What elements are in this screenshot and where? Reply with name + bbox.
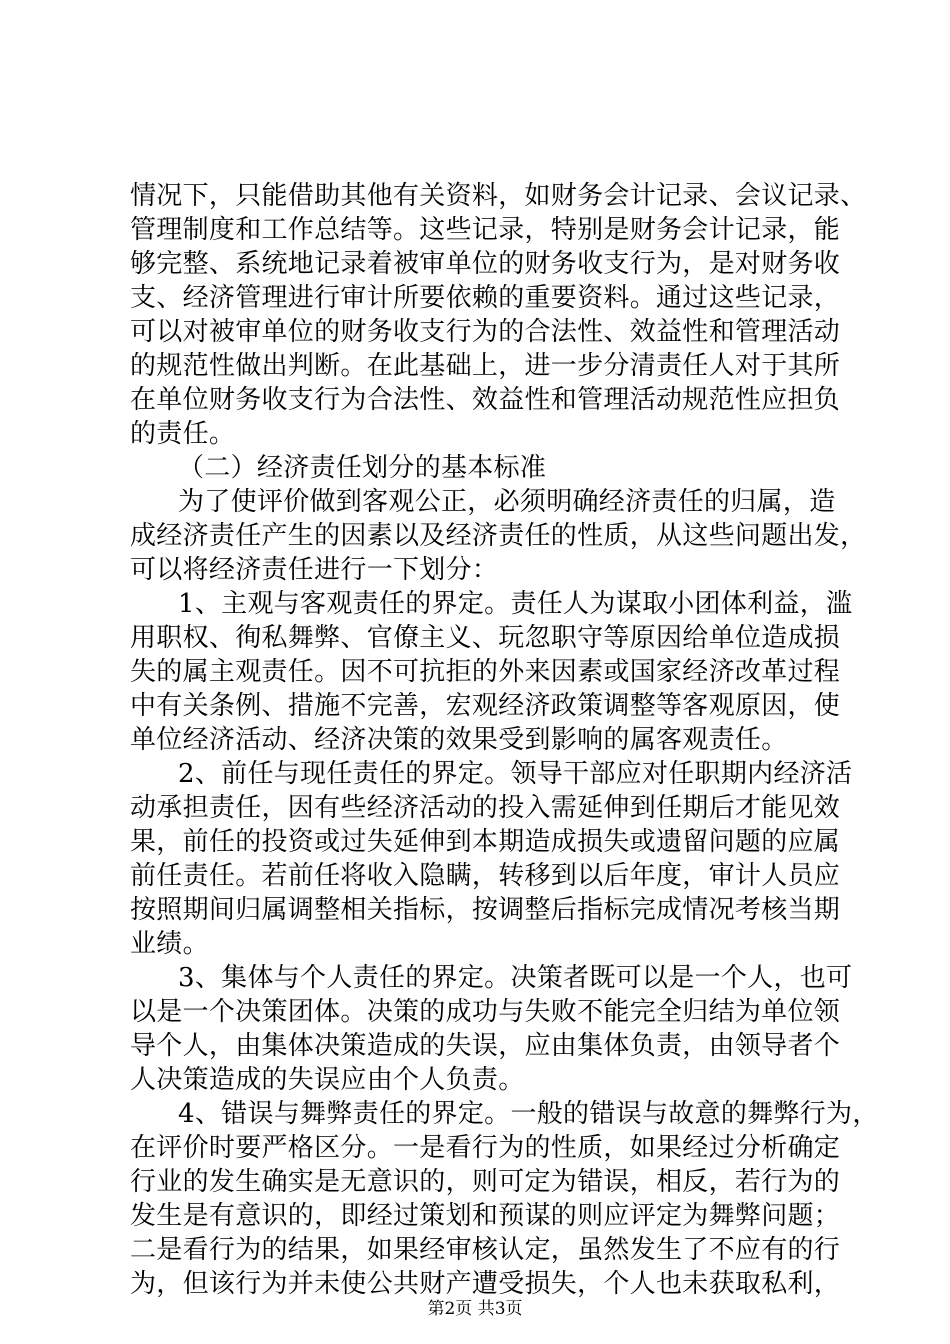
paragraph-line: 行业的发生确实是无意识的，则可定为错误，相反，若行为的	[130, 1167, 841, 1197]
paragraph-line: 果，前任的投资或过失延伸到本期造成损失或遗留问题的应属	[130, 827, 841, 857]
paragraph-line: 二是看行为的结果，如果经审核认定，虽然发生了不应有的行	[130, 1235, 841, 1265]
paragraph-line: 情况下，只能借助其他有关资料，如财务会计记录、会议记录、	[130, 181, 867, 211]
paragraph-line: 业绩。	[130, 929, 209, 959]
paragraph-line: 可以对被审单位的财务收支行为的合法性、效益性和管理活动	[130, 317, 841, 347]
paragraph-line: 失的属主观责任。因不可抗拒的外来因素或国家经济改革过程	[130, 657, 841, 687]
paragraph-line: 1、主观与客观责任的界定。责任人为谋取小团体利益，滥	[178, 589, 853, 619]
paragraph-line: 支、经济管理进行审计所要依赖的重要资料。通过这些记录，	[130, 283, 841, 313]
paragraph-line: 成经济责任产生的因素以及经济责任的性质，从这些问题出发，	[130, 521, 867, 551]
paragraph-line: 为，但该行为并未使公共财产遭受损失，个人也未获取私利，	[130, 1269, 841, 1299]
paragraph-line: 在单位财务收支行为合法性、效益性和管理活动规范性应担负	[130, 385, 841, 415]
paragraph-line: 在评价时要严格区分。一是看行为的性质，如果经过分析确定	[130, 1133, 841, 1163]
paragraph-line: 发生是有意识的，即经过策划和预谋的则应评定为舞弊问题；	[130, 1201, 841, 1231]
paragraph-line: 可以将经济责任进行一下划分：	[130, 555, 499, 585]
paragraph-line: 人决策造成的失误应由个人负责。	[130, 1065, 525, 1095]
paragraph-line: 按照期间归属调整相关指标，按调整后指标完成情况考核当期	[130, 895, 841, 925]
paragraph-line: 的规范性做出判断。在此基础上，进一步分清责任人对于其所	[130, 351, 841, 381]
paragraph-line: 的责任。	[130, 419, 236, 449]
paragraph-line: 前任责任。若前任将收入隐瞒，转移到以后年度，审计人员应	[130, 861, 841, 891]
paragraph-line: 2、前任与现任责任的界定。领导干部应对任职期内经济活	[178, 759, 853, 789]
paragraph-line: 3、集体与个人责任的界定。决策者既可以是一个人，也可	[178, 963, 853, 993]
paragraph-line: 够完整、系统地记录着被审单位的财务收支行为，是对财务收	[130, 249, 841, 279]
paragraph-line: 以是一个决策团体。决策的成功与失败不能完全归结为单位领	[130, 997, 841, 1027]
section-heading: （二）经济责任划分的基本标准	[178, 453, 547, 483]
paragraph-line: 动承担责任，因有些经济活动的投入需延伸到任期后才能见效	[130, 793, 841, 823]
page-footer: 第2页 共3页	[427, 1299, 523, 1319]
paragraph-line: 管理制度和工作总结等。这些记录，特别是财务会计记录，能	[130, 215, 841, 245]
paragraph-line: 4、错误与舞弊责任的界定。一般的错误与故意的舞弊行为，	[178, 1099, 879, 1129]
paragraph-line: 为了使评价做到客观公正，必须明确经济责任的归属，造	[178, 487, 836, 517]
paragraph-line: 用职权、徇私舞弊、官僚主义、玩忽职守等原因给单位造成损	[130, 623, 841, 653]
paragraph-line: 单位经济活动、经济决策的效果受到影响的属客观责任。	[130, 725, 788, 755]
paragraph-line: 中有关条例、措施不完善，宏观经济政策调整等客观原因，使	[130, 691, 841, 721]
paragraph-line: 导个人，由集体决策造成的失误，应由集体负责，由领导者个	[130, 1031, 841, 1061]
